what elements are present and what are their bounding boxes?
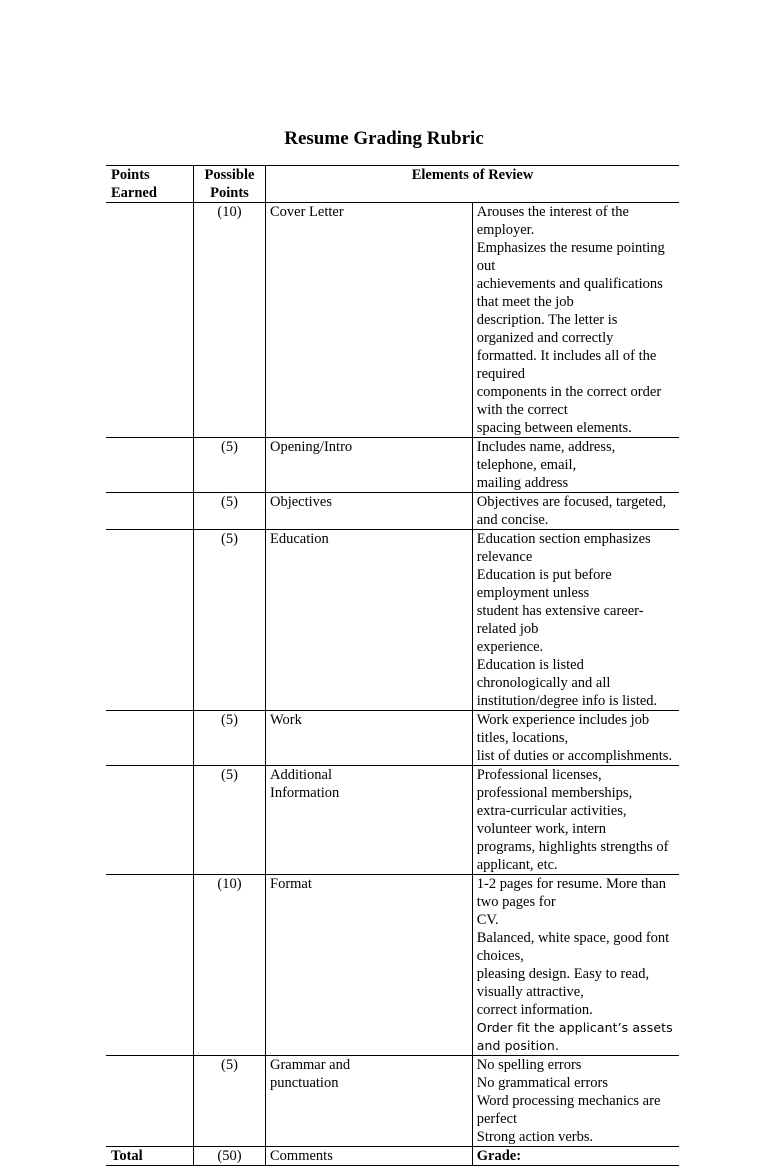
description-cell: Professional licenses, professional memberships, extra-curricular activities, volunteer work, intern programs, highlights strengths of applicant, etc. [472,766,679,875]
total-points: (50) [194,1147,266,1166]
possible-points-cell: (5) [194,1056,266,1147]
possible-points-cell: (5) [194,493,266,530]
element-cell: Education [266,530,473,711]
table-row [106,493,679,530]
description-cell: 1-2 pages for resume. More than two pages for CV. Balanced, white space, good font choices, pleasing design. Easy to read, visually attractive, correct information. Order fit the applicant’s assets and position. [472,875,679,1056]
points-earned-cell [106,203,194,438]
description-cell: Arouses the interest of the employer. Emphasizes the resume pointing out achievements and qualifications that meet the job description. The letter is organized and correctly formatted. It includes all of the required components in the correct order with the correct spacing between elements. [472,203,679,438]
points-earned-cell [106,711,194,766]
element-cell: Work [266,711,473,766]
possible-points-cell: (10) [194,875,266,1056]
element-cell: Opening/Intro [266,438,473,493]
possible-points-cell: (5) [194,711,266,766]
table-header-row [106,166,679,203]
element-cell: Objectives [266,493,473,530]
description-cell: No spelling errors No grammatical errors Word processing mechanics are perfect Strong action verbs. [472,1056,679,1147]
points-earned-cell [106,875,194,1056]
table-row [106,711,679,766]
points-earned-cell [106,493,194,530]
description-cell: Includes name, address, telephone, email, mailing address [472,438,679,493]
total-label: Total [106,1147,194,1166]
possible-points-cell: (5) [194,766,266,875]
points-earned-cell [106,1056,194,1147]
points-earned-cell [106,766,194,875]
possible-points-cell: (5) [194,530,266,711]
header-points-earned: Points Earned [106,166,194,203]
table-row [106,203,679,438]
table-row [106,530,679,711]
table-row [106,1056,679,1147]
page-title: Resume Grading Rubric [284,128,484,149]
points-earned-cell [106,438,194,493]
description-cell: Objectives are focused, targeted, and concise. [472,493,679,530]
description-cell: Education section emphasizes relevance Education is put before employment unless student has extensive career-related job experience. Education is listed chronologically and all institution/degree info is listed. [472,530,679,711]
points-earned-cell [106,530,194,711]
grade-label: Grade: [472,1147,679,1166]
element-cell: Format [266,875,473,1056]
possible-points-cell: (10) [194,203,266,438]
table-row [106,875,679,1056]
comments-label: Comments [266,1147,473,1166]
table-row [106,438,679,493]
table-row [106,766,679,875]
element-cell: Additional Information [266,766,473,875]
rubric-table [106,165,679,1166]
header-elements-of-review: Elements of Review [266,166,680,203]
total-row [106,1147,679,1166]
element-cell: Cover Letter [266,203,473,438]
element-cell: Grammar and punctuation [266,1056,473,1147]
header-possible-points: Possible Points [194,166,266,203]
possible-points-cell: (5) [194,438,266,493]
description-cell: Work experience includes job titles, locations, list of duties or accomplishments. [472,711,679,766]
